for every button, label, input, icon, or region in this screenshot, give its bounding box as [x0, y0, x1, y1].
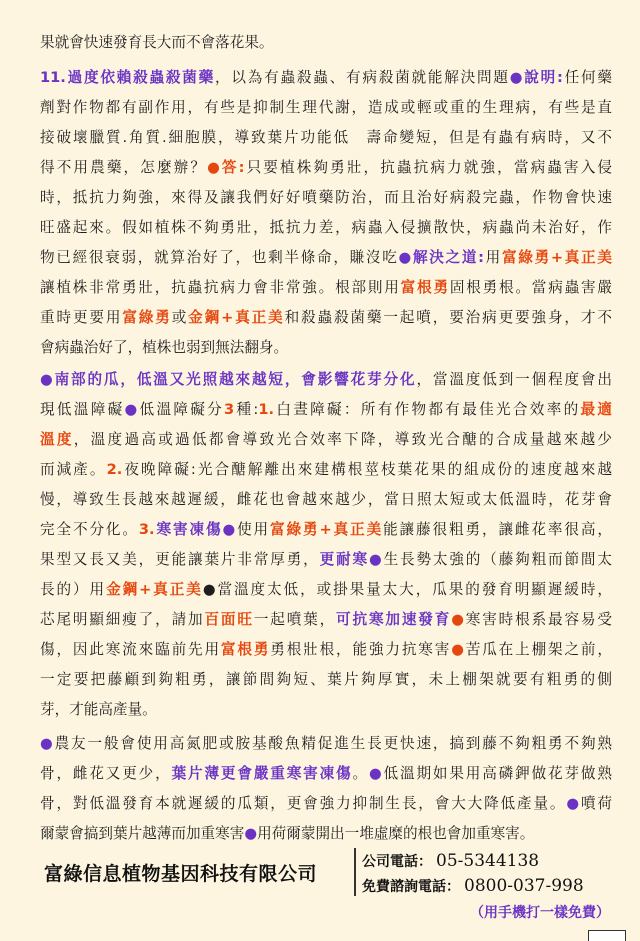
highlight-text: 2. [106, 461, 123, 478]
text-line [40, 338, 612, 360]
text-run: 得不用農藥，怎麼辦？ [40, 159, 208, 176]
text-run: 會病蟲治好了，植株也弱到無法翻身。 [40, 339, 289, 356]
highlight-text: 金鋼+真正美 [106, 581, 203, 598]
text-line [40, 218, 612, 240]
highlight-text: 說明: [524, 69, 563, 86]
highlight-text: ● [368, 551, 384, 568]
text-run: 讓植株非常勇壯，抗蟲抗病力會非常強。根部則用 [40, 279, 401, 296]
text-run: 一定要把藤顧到夠粗勇，讓節間夠短、葉片夠厚實，未上棚架就要有粗勇的側 [40, 671, 612, 688]
text-line [40, 734, 612, 756]
text-line [40, 33, 612, 55]
highlight-text: ● [368, 765, 384, 782]
highlight-text: 11.過度依賴殺蟲殺菌藥 [40, 69, 216, 86]
text-run: 物已經很衰弱，就算治好了，也剩半條命，賺沒吃 [40, 249, 399, 266]
text-run: 固根勇根。當病蟲害嚴 [449, 279, 612, 296]
text-line [40, 68, 612, 90]
highlight-text: 更耐寒 [319, 551, 369, 568]
text-line [40, 794, 612, 816]
highlight-text: 寒害凍傷 [154, 521, 223, 538]
highlight-text: 金鋼+真正美 [188, 309, 285, 326]
text-run: 長的）用 [40, 581, 107, 598]
text-run: 時，抵抗力夠強，來得及讓我們好好噴藥防治，而且治好病殺完蟲，作物會快速 [40, 189, 612, 206]
text-run: ，當溫度低到一個程度會出 [416, 371, 612, 388]
text-run: 苦瓜在上棚架之前， [465, 641, 612, 658]
corner-box [588, 930, 626, 941]
text-run: 低溫障礙分 [139, 401, 225, 418]
text-run: 和殺蟲殺菌藥一起噴，要治病更要強身，才不 [284, 309, 612, 326]
text-run: 或 [171, 309, 189, 326]
text-line [40, 610, 612, 632]
text-run: 芯尾明顯細瘦了，請加 [40, 611, 205, 628]
text-run: 爾蒙會搞到葉片越薄而加重寒害 [40, 825, 245, 842]
text-run: 生長勢太強的（藤夠粗而節間太 [383, 551, 612, 568]
highlight-text: 富綠勇+真正美 [501, 249, 612, 266]
text-run: 骨，雌花又更少， [40, 765, 172, 782]
highlight-text: 百面旺 [204, 611, 254, 628]
text-run: 劑對作物都有副作用，有些是抑制生理代謝，造成或輕或重的生理病，有些是直 [40, 99, 612, 116]
company-phone-label: 公司電話： [362, 854, 432, 870]
text-line [40, 460, 612, 482]
text-run: 用荷爾蒙開出一堆虛糜的根也會加重寒害。 [257, 825, 535, 842]
highlight-text: 富綠勇 [122, 309, 172, 326]
text-line [40, 128, 612, 150]
text-line [40, 400, 612, 422]
text-run: 。 [352, 765, 369, 782]
text-line [40, 824, 612, 846]
text-run: 重時更要用 [40, 309, 123, 326]
text-line [40, 700, 612, 722]
text-run: 一起噴葉， [253, 611, 337, 628]
text-run: 只要植株夠勇壯，抗蟲抗病力就強，當病蟲害入侵 [244, 159, 612, 176]
text-run: 噴荷 [580, 795, 612, 812]
text-run: 種: [234, 401, 259, 418]
text-run: 慢，導致生長越來越遲緩，雌花也會越來越少，當日照太短或太低溫時，花芽會 [40, 491, 612, 508]
highlight-text: ● [451, 641, 466, 658]
text-run: 夜晚障礙:光合醣解離出來建構根莖枝葉花果的組成份的速度越來越 [122, 461, 612, 478]
company-phone-number[interactable]: 05-5344138 [436, 851, 540, 871]
text-line [40, 248, 612, 270]
text-run: 芽，才能高產量。 [40, 701, 157, 718]
text-run: 完全不分化。 [40, 521, 139, 538]
text-run: ，以為有蟲殺蟲、有病殺菌就能解決問題 [215, 69, 510, 86]
text-run: 能讓藤很粗勇，讓雌花率很高， [383, 521, 612, 538]
text-run: 而減產。 [40, 461, 107, 478]
highlight-text: ● [207, 159, 222, 176]
company-phone [362, 851, 539, 871]
text-line [40, 278, 612, 300]
highlight-text: 答: [221, 159, 245, 176]
text-run: 現低溫障礙 [40, 401, 125, 418]
text-line [40, 640, 612, 662]
highlight-text: ● [244, 825, 258, 842]
text-run: 旺盛起來。假如植株不夠勇壯，抵抗力差，病蟲入侵擴散快，病蟲尚未治好，作 [40, 219, 612, 236]
highlight-text: ● [124, 401, 140, 418]
footer-divider [354, 848, 356, 896]
highlight-text: 富根勇 [220, 641, 271, 658]
text-line [40, 520, 612, 542]
text-run: 勇根壯根，能強力抗寒害 [270, 641, 452, 658]
highlight-text: 解決之道: [412, 249, 484, 266]
highlight-text: 葉片薄更會嚴重寒害凍傷 [171, 765, 353, 782]
text-line [40, 670, 612, 692]
text-run: 使用 [237, 521, 271, 538]
highlight-text: ● [566, 795, 581, 812]
highlight-text: ● [222, 521, 238, 538]
text-run: 用 [483, 249, 502, 266]
highlight-text: 3. [138, 521, 155, 538]
text-run: 果型又長又美，更能讓葉片非常厚勇， [40, 551, 320, 568]
highlight-text: 溫度 [40, 431, 74, 448]
highlight-text: 最適 [580, 401, 612, 418]
text-run: 接破壞臘質.角質.細胞膜，導致葉片功能低 壽命變短，但是有蟲有病時，又不 [40, 129, 612, 146]
highlight-text: 富綠勇+真正美 [270, 521, 384, 538]
highlight-text: 可抗寒加速發育 [336, 611, 452, 628]
highlight-text: ● [398, 249, 413, 266]
highlight-text: 3 [224, 401, 235, 418]
highlight-text: ● [509, 69, 525, 86]
text-line [40, 580, 612, 602]
text-run: 果就會快速發育長大而不會落花果。 [40, 34, 274, 51]
highlight-text: ● [40, 735, 55, 752]
text-run: 傷，因此寒流來臨前先用 [40, 641, 221, 658]
highlight-text: ●南部的瓜，低溫又光照越來越短，會影響花芽分化 [40, 371, 417, 388]
free-consult-label: 免費諮詢電話： [362, 879, 460, 895]
text-run: ●當溫度太低，或掛果量太大，瓜果的發育明顯遲緩時， [202, 581, 612, 598]
text-run: 低溫期如果用高磷鉀做花芽做熟 [383, 765, 612, 782]
text-run: 骨，對低溫發育本就遲緩的瓜類，更會強力抑制生長，會大大降低產量。 [40, 795, 567, 812]
text-line [40, 158, 612, 180]
highlight-text: 富根勇 [400, 279, 450, 296]
free-consult-number[interactable]: 0800-037-998 [464, 876, 584, 896]
text-run: 白晝障礙：所有作物都有最佳光合效率的 [274, 401, 581, 418]
company-name: 富綠信息植物基因科技有限公司 [44, 863, 318, 885]
text-run: ，溫度過高或過低都會導致光合效率下降，導致光合醣的合成量越來越少 [73, 431, 612, 448]
text-line [40, 188, 612, 210]
mobile-free-note: （用手機打一樣免費） [470, 905, 610, 921]
text-run: 農友一般會使用高氮肥或胺基酸魚精促進生長更快速，搞到藤不夠粗勇不夠熟 [54, 735, 612, 752]
text-line [40, 490, 612, 512]
text-line [40, 430, 612, 452]
text-line [40, 98, 612, 120]
free-consult-phone [362, 876, 584, 896]
highlight-text: ● [451, 611, 466, 628]
text-line [40, 370, 612, 392]
highlight-text: 1. [258, 401, 275, 418]
text-run: 寒害時根系最容易受 [465, 611, 612, 628]
text-line [40, 550, 612, 572]
text-line [40, 764, 612, 786]
text-line [40, 308, 612, 330]
text-run: 任何藥 [562, 69, 612, 86]
